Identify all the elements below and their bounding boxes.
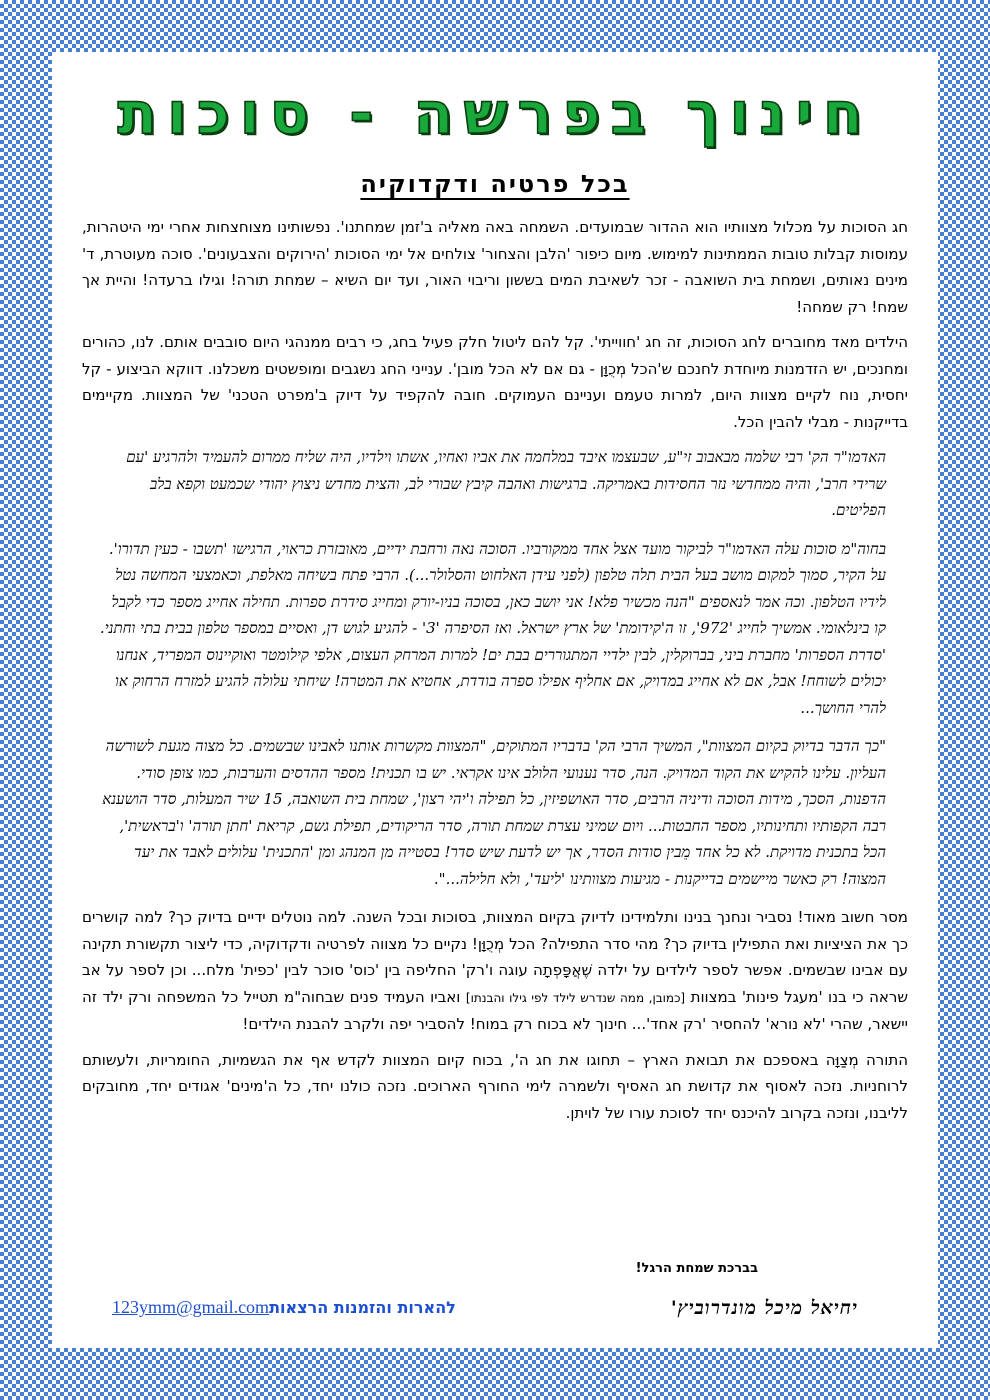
quote-mitzvot-code: "כך הדבר בדיוק בקיום המצוות", המשיך הרבי הק' בדבריו המתוקים, "המצוות מקשרות אותנו לאבינו שבשמים. כל מצוה מגעת לשורשה העליון. עלינו להקיש את הקוד המדויק. הנה, סדר נענועי הלולב אינו אקראי. יש בו תכנית! מספר ההדסים והערבות, כמו צופן סודי. הדפנות, הסכך, מידות הסוכה ודיניה הרבים, סדר האושפיזין, כל תפילה ו'יהי רצון', שמחת בית השואבה, 15 שיר המעלות, סדר הושענא רבה הקפותיו ותחינותיו, מספר החבטות... ויום שמיני עצרת שמחת תורה, סדר הריקודים, תפילת גשם, קריאת 'חתן תורה' ו'בראשית', הכל בתכנית מדויקת. לא כל אחד מֵבין סודות הסדר, אך יש לדעת שיש סדר! בסטייה מן המנהג ומן 'התכנית' עלולים לאבד את יעד המצוה! רק כאשר מיישמים בדייקנות - מגיעות מצוותינו 'ליעד', ולא חלילה...".	[102, 737, 886, 888]
footer-blessing: בברכת שמחת הרגל!	[635, 1261, 758, 1276]
paragraph-message	[82, 904, 908, 1038]
page-subtitle: בכל פרטיה ודקדוקיה	[360, 170, 630, 198]
paragraph-children: הילדים מאד מחוברים לחג הסוכות, זה חג 'חווייתי'. קל להם ליטול חלק פעיל בחג, כי רבים ממנהגי היום סובבים אותם. לנו, כהורים ומחנכים, יש הזדמנות מיוחדת לחנכם ש'הכל מְכֻוָּן - גם אם לא הכל מובן'. ענייני החג נשגבים ומופשטים משכלנו. דווקא הביצוע - קל יחסית, נוח לקיים מצוות היום, למרות טעמם ועניינם העמוקים. חובה להקפיד על דיוק ב'מפרט הטכני' של המצוות. מקיימים בדייקנות - מבלי להבין הכל.	[82, 333, 908, 431]
paragraph-message-end: ואביו העמיד פנים שבחוה"מ תטייל כל המשפחה ורק ילד זה יישאר, שהרי 'לא נורא' להחסיר 'רק אחד'... חינוך לא בכוח רק במוח! להסביר יפה ולקרב להבנת הילדים!	[82, 987, 908, 1033]
page-title: חינוך בפרשה - סוכות	[117, 79, 873, 147]
paragraph-message-note: [כמובן, ממה שנדרש לילד לפי גילו והבנתו]	[465, 990, 686, 1005]
paragraph-message-text: מסר חשוב מאוד! נסביר ונחנך בנינו ותלמידינו לדיוק בקיום המצוות, בסוכות ובכל השנה. למה נוטלים ידיים בדיוק כך? למה קושרים כך את הציציות ואת התפילין בדיוק כך? מהי סדר התפילה? הכל מְכֻוָּן! נקיים כל מצווה לפרטיה ודקדוקיה, כדי ליצור תקשורת תקינה עם אבינו שבשמים. אפשר לספר לילדים על ילדה שֶׁאֲפָּפְתָה עוגה ו'רק' החליפה בין 'כוס' סוכר לבין 'כפית' מלח... וכן לספר על אב שראה כי בנו 'מעגל פינות' במצוות	[82, 908, 909, 1006]
document-body	[52, 52, 938, 1348]
contact-line	[112, 1297, 456, 1318]
paragraph-closing: התורה מְצַוָּה באספכם את תבואת הארץ – תחוגו את חג ה', בכוח קיום המצוות לקדש אף את הגשמיות, החומריות, ולעשותם לרוחניות. נזכה לאסוף את קדושת חג האסיף ולשמרה לימי החורף הארוכים. נזכה כולנו יחד, כל ה'מינים' אגודים יחד, מחובקים לליבנו, ונזכה בקרוב להיכנס יחד לסוכת עורו של לויתן.	[82, 1050, 908, 1122]
quote-rebbe: האדמו"ר הק' רבי שלמה מבאבוב זי"ע, שבעצמו איבד במלחמה את אביו ואחיו, אשתו וילדיו, היה שליח ממרום להעמיד ולהרגיע 'עם שרידי חרב', והיה ממחדשי נזר החסידות באמריקה. ברגישות ואהבה קיבץ שבורי לב, והצית מחדש ניצוץ יהודי שכמעט וקפא בלב הפליטים.	[126, 448, 886, 519]
paragraph-intro: חג הסוכות על מכלול מצוותיו הוא ההדור שבמועדים. השמחה באה מאליה ב'זמן שמחתנו'. נפשותינו מצוחצחות אחרי ימי היטהרות, עמוסות קבלות טובות הממתינות למימוש. מיום כיפור 'הלבן והצחור' צולחים אל ימי הסוכות 'הירוקים והצבעונים'. סוכה מעוטרת, ד' מינים נאותים, ושמחת בית השואבה - זכר לשאיבת המים בששון וריבוי האור, ועד יום השיא – שמחת תורה! וגילו ברעדה! והיית אך שמח! רק שמחה!	[82, 218, 908, 316]
contact-label: להארות והזמנות הרצאות	[269, 1298, 456, 1317]
email-link[interactable]: 123ymm@gmail.com	[112, 1297, 270, 1317]
quote-telephone-story: בחוה"מ סוכות עלה האדמו"ר לביקור מועד אצל אחד ממקורביו. הסוכה נאה ורחבת ידיים, מאובזרת כראוי, הרגישו 'תשבו - כעין תדורו'. על הקיר, סמוך למקום מושב בעל הבית תלה טלפון (לפני עידן האלחוט והסלולר...). הרבי פתח בשיחה מאלפת, וכאמצעי המחשה נטל לידיו הטלפון. וכה אמר לנאספים "הנה מכשיר פלא! אני יושב כאן, בסוכה בניו-יורק ומחייג סידרת ספרות. תחילה אחייג מספר כדי לקבל קו בינלאומי. אמשיך לחייג '972', זו ה'קידומת' של ארץ ישראל. ואז הסיפרה '3' - להגיע לגוש דן, ואסיים במספר טלפון בבית בתי וחתני. 'סדרת הספרות' מחברת ביני, בברוקלין, לבין ילדיי המתגוררים בבת ים! למרות המרחק העצום, אלפי קילומטר ואוקיינוס המפריד, אנחנו יכולים לשוחח! אבל, אם לא אחייג במדויק, אם אחליף אפילו ספרה בודדת, אחטיא את המטרה! שיחתי עלולה להגיע למזרח הרחוק או להרי החושך...	[99, 539, 886, 717]
author-signature: יחיאל מיכל מונדרוביץ'	[670, 1297, 858, 1319]
